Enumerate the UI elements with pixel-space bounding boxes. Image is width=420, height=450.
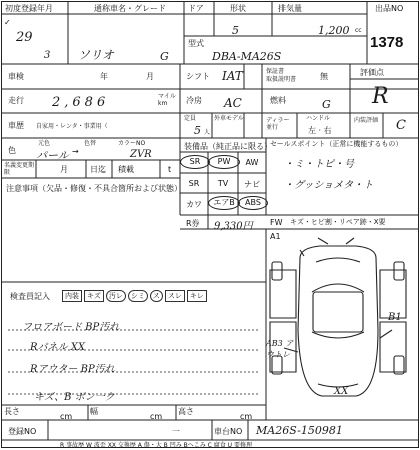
mileage-unit: マイル km (158, 93, 176, 107)
reg-date-label: 初度登録年月 (5, 4, 53, 13)
bottom-legend: R 事故歴 W 波歪 XX 交換歴 A 傷・大 B 凹み Bへこみ C 腐食 U 要修理 (60, 442, 252, 449)
interior-score-label: 内装評価 (354, 117, 379, 124)
loaded-label: 積載 (118, 165, 134, 174)
reg-no-dash: 一 (172, 427, 180, 436)
sales-point-line2: ・グッショメタ・ト (284, 180, 374, 191)
inspector-chip: キレ (187, 290, 207, 302)
steering-options: 左 · 右 (308, 126, 332, 135)
equipment-item: AW (245, 158, 259, 167)
inspection-label: 車検 (8, 72, 24, 81)
model-label: 型式 (188, 39, 204, 48)
inspector-note-4: キズ、B ボン一ク (34, 392, 115, 403)
orig-color-label: 元色 (38, 140, 51, 147)
reg-no-label: 登録NO (8, 427, 37, 436)
length-label: 長さ (4, 407, 20, 416)
inspector-chip: シミ (128, 290, 148, 302)
inspector-note-2: Rパネル XX (30, 342, 85, 353)
chassis-handwritten: MA26S-150981 (256, 424, 343, 437)
model-handwritten: DBA-MA26S (212, 50, 282, 63)
reg-year-handwritten: 29 (16, 30, 33, 45)
chassis-label: 車台NO (214, 427, 243, 436)
equipment-item: PW (208, 155, 240, 169)
recycle-ticket-handwritten: 9,330円 (214, 221, 253, 232)
car-name-label: 通称車名・グレード (94, 4, 166, 13)
mileage-label: 走行 (8, 96, 24, 105)
inspector-label: 検査員記入 (10, 292, 50, 301)
width-label: 幅 (90, 407, 98, 416)
name-change-label: 名義変更期限 (4, 162, 35, 176)
sales-point-line1: ・ミ・トピ・号 (284, 159, 354, 170)
equipment-item: ナビ (244, 180, 260, 189)
diagram-mark-ab3: AB3 アウトレ (266, 339, 294, 359)
fuel-label: 燃料 (270, 96, 286, 105)
capacity-handwritten: 5 (194, 124, 201, 137)
equipment-item: SR (180, 155, 210, 169)
mileage-handwritten: 2,686 (52, 95, 110, 110)
lot-label: 出品NO (375, 4, 404, 13)
equipment-item: カワ (186, 200, 202, 209)
lot-number: 1378 (370, 34, 404, 51)
door-handwritten: 5 (232, 24, 239, 37)
equipment-item: SR (188, 179, 200, 188)
shift-label: シフト (186, 72, 210, 81)
shape-label: 形状 (230, 4, 246, 13)
aircon-label: 冷房 (186, 96, 202, 105)
color-no-label: カラーNO (118, 140, 146, 147)
arrow-icon: → (72, 147, 79, 156)
history-label: 車歴 (8, 121, 24, 130)
diagram-mark-a1: A1 (270, 232, 281, 241)
reg-month-handwritten: 3 (44, 50, 51, 61)
color-handwritten: パール (36, 149, 69, 162)
color-no-handwritten: ZVR (130, 149, 152, 160)
dealer-label: ディラー並行 (266, 117, 290, 131)
notes-label: 注意事項（欠品・修復・不具合箇所および状態） (6, 184, 182, 193)
inspector-chip: キズ (84, 290, 104, 302)
inspector-chip: スレ (165, 290, 185, 302)
displacement-handwritten: 1,200 (318, 24, 350, 37)
recycle-ticket-label: R券 (186, 219, 200, 228)
grade-handwritten: G (160, 50, 169, 63)
inspector-chip: 内装 (62, 290, 82, 302)
inspection-month: 月 (146, 72, 154, 81)
score-handwritten: R (372, 84, 389, 109)
inspection-year: 年 (100, 72, 108, 81)
name-change-month: 月 (60, 165, 68, 174)
displacement-label: 排気量 (278, 4, 302, 13)
history-options: 自家用・レンタ・事業用（ (36, 123, 108, 130)
warranty-have-label: 無 (320, 72, 328, 81)
inspector-note-3: Rアウター BP汚れ (30, 364, 115, 375)
loaded-unit: t (168, 165, 172, 174)
height-label: 高さ (178, 407, 194, 416)
height-unit: cm (240, 412, 253, 421)
equipment-item: ABS (238, 196, 268, 210)
check-icon: ✓ (4, 18, 11, 27)
fuel-handwritten: G (322, 98, 331, 111)
width-unit: cm (150, 412, 163, 421)
door-label: ドア (188, 4, 204, 13)
foreign-model-label: 外車モデル (214, 115, 244, 122)
interior-score-handwritten: C (396, 118, 406, 133)
sales-point-label: セールスポイント（正常に機能するもの） (270, 140, 403, 148)
inspector-note-1: フロアボード BP汚れ (22, 322, 120, 333)
diagram-mark-xx: XX (334, 386, 349, 397)
color-change-label: 色替 (84, 140, 97, 147)
capacity-label: 定員 (184, 115, 197, 122)
aircon-handwritten: AC (224, 96, 242, 110)
warranty-label: 保証書 (266, 68, 285, 75)
equipment-item: TV (217, 179, 229, 188)
equipment-item: エアB (208, 196, 240, 210)
name-change-day: 日迄 (90, 165, 106, 174)
diagram-legend: キズ・ヒビ割・リペア跡・X要 (290, 218, 386, 226)
inspector-chip: ス (150, 290, 163, 302)
manual-label: 取扱説明書 (266, 76, 297, 83)
length-unit: cm (60, 412, 73, 421)
equipment-label: 装備品（純正品に限る） (184, 142, 272, 151)
inspector-chip: 汚レ (106, 290, 126, 302)
diagram-mark-b1: B1 (388, 312, 402, 323)
diagram-fw-label: FW (270, 218, 283, 227)
inspector-chip-row (62, 290, 207, 302)
steering-label: ハンドル (306, 115, 331, 122)
capacity-unit: 人 (204, 129, 211, 136)
color-label: 色 (8, 146, 16, 155)
score-label: 評価点 (360, 68, 384, 77)
car-name-handwritten: ソリオ (78, 48, 114, 62)
displacement-unit: cc (355, 27, 362, 34)
shift-handwritten: IAT (222, 69, 243, 83)
